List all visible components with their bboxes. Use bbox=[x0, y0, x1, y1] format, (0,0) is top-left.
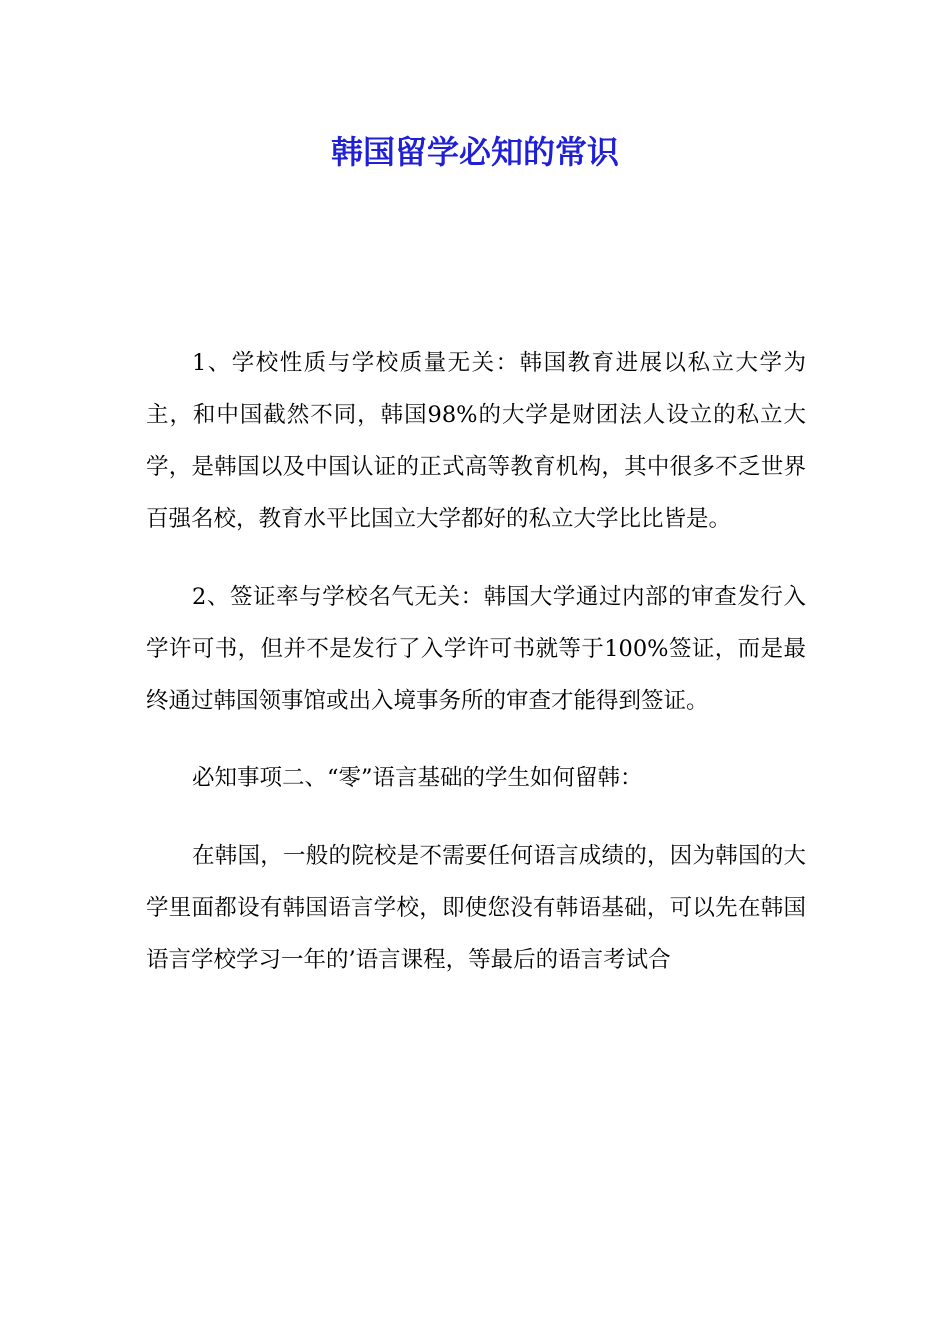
document-title: 韩国留学必知的常识 bbox=[330, 133, 619, 171]
paragraph-school-nature: 1、学校性质与学校质量无关：韩国教育进展以私立大学为主，和中国截然不同，韩国98%的大学是财团法人设立的私立大学，是韩国以及中国认证的正式高等教育机构，其中很多不乏世界百强名校，教育水平比国立大学都好的私立大学比比皆是。 bbox=[146, 350, 806, 532]
paragraph-section-heading: 必知事项二、“零”语言基础的学生如何留韩： bbox=[192, 765, 643, 791]
paragraph-visa-rate: 2、签证率与学校名气无关：韩国大学通过内部的审查发行入学许可书，但并不是发行了入学许可书就等于100%签证，而是最终通过韩国领事馆或出入境事务所的审查才能得到签证。 bbox=[146, 583, 806, 714]
paragraph-language-basics: 在韩国，一般的院校是不需要任何语言成绩的，因为韩国的大学里面都设有韩国语言学校，即使您没有韩语基础，可以先在韩国语言学校学习一年的’语言课程，等最后的语言考试合 bbox=[146, 842, 806, 973]
document-body bbox=[146, 337, 806, 1011]
